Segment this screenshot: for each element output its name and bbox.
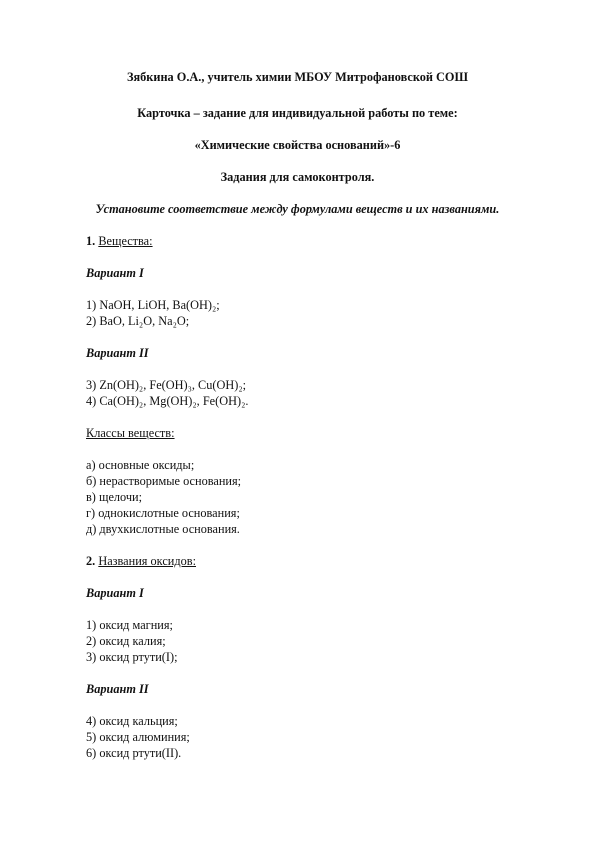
- list-item: 3) Zn(OH)₂, Fe(OH)₃, Cu(OH)₂;: [86, 378, 247, 392]
- instruction: Установите соответствие между формулами веществ и их названиями.: [95, 202, 500, 216]
- list-item: д) двухкислотные основания.: [86, 522, 240, 536]
- list-item: 1) NaOH, LiOH, Ba(OH)₂;: [86, 298, 220, 312]
- section2-variant1-label: Вариант I: [86, 586, 144, 600]
- list-item: 5) оксид алюминия;: [86, 730, 190, 744]
- list-item: 6) оксид ртути(II).: [86, 746, 182, 760]
- section1-number: 1.: [86, 234, 96, 248]
- section1-variant2-label: Вариант II: [86, 346, 149, 360]
- section1-title: Вещества:: [98, 234, 153, 248]
- card-title: Карточка – задание для индивидуальной работы по теме:: [137, 106, 458, 120]
- classes-title: Классы веществ:: [86, 426, 175, 440]
- list-item: 4) оксид кальция;: [86, 714, 178, 728]
- section2-title: Названия оксидов:: [98, 554, 196, 568]
- list-item: в) щелочи;: [86, 490, 143, 504]
- list-item: б) нерастворимые основания;: [86, 474, 242, 488]
- topic-title: «Химические свойства оснований»-6: [194, 138, 401, 152]
- list-item: 2) оксид калия;: [86, 634, 166, 648]
- author-line: Зябкина О.А., учитель химии МБОУ Митрофановской СОШ: [126, 70, 469, 84]
- section1-heading: [86, 234, 153, 249]
- list-item: г) однокислотные основания;: [86, 506, 240, 520]
- list-item: а) основные оксиды;: [86, 458, 195, 472]
- list-item: 1) оксид магния;: [86, 618, 173, 632]
- section1-variant1-label: Вариант I: [86, 266, 144, 280]
- list-item: 2) BaO, Li₂O, Na₂O;: [86, 314, 190, 328]
- list-item: 4) Ca(OH)₂, Mg(OH)₂, Fe(OH)₂.: [86, 394, 249, 408]
- section2-heading: [86, 554, 196, 569]
- subtitle: Задания для самоконтроля.: [220, 170, 375, 184]
- section2-variant2-label: Вариант II: [86, 682, 149, 696]
- list-item: 3) оксид ртути(I);: [86, 650, 178, 664]
- section2-number: 2.: [86, 554, 96, 568]
